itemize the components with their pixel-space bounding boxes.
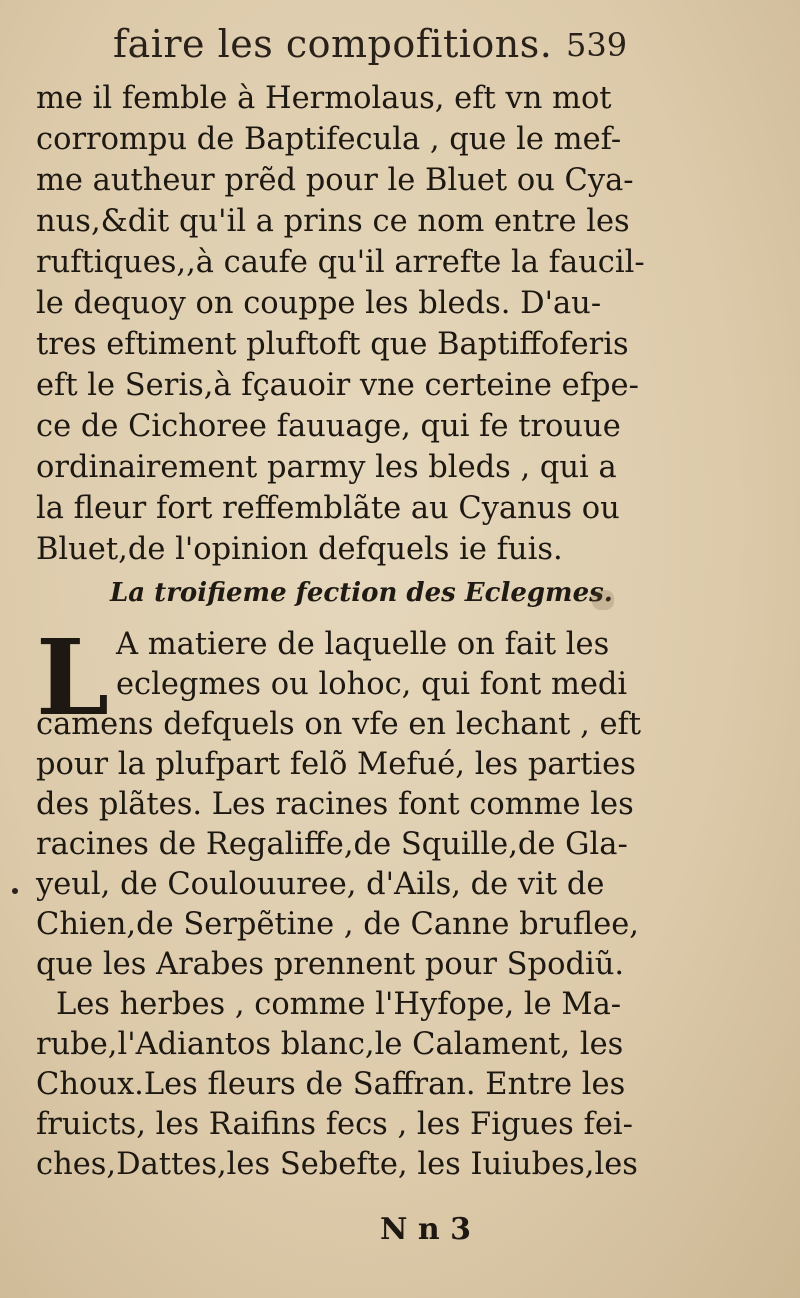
text-line: des plãtes. Les racines font comme les: [36, 787, 634, 822]
text-line: eft le Seris,à fçauoir vne certeine efpe-: [36, 368, 639, 403]
text-line: Chien,de Serpẽtine , de Canne bruflee,: [36, 907, 639, 942]
text-line: eclegmes ou lohoc, qui font medi: [116, 667, 628, 702]
drop-cap: L: [36, 616, 110, 739]
page-header: [0, 22, 800, 72]
page-number: 539: [566, 26, 628, 64]
text-line: nus,&dit qu'il a prins ce nom entre les: [36, 204, 630, 239]
text-line: rube,l'Adiantos blanc,le Calament, les: [36, 1027, 624, 1062]
text-line: Bluet,de l'opinion defquels ie fuis.: [36, 532, 563, 567]
text-line: tres eftiment pluftoft que Baptiffoferis: [36, 327, 629, 362]
running-title: faire les compofitions.: [113, 22, 553, 66]
text-line: yeul, de Coulouuree, d'Ails, de vit de: [36, 867, 605, 902]
text-line: racines de Regaliffe,de Squille,de Gla-: [36, 827, 628, 862]
text-line: pour la plufpart felõ Mefué, les parties: [36, 747, 636, 782]
paragraph-2: [36, 616, 656, 1185]
text-line: me autheur prẽd pour le Bluet ou Cya-: [36, 163, 634, 198]
text-line: corrompu de Baptifecula , que le mef-: [36, 122, 622, 157]
text-line: que les Arabes prennent pour Spodiũ.: [36, 947, 625, 982]
ink-stain: [592, 590, 614, 610]
text-line: fruicts, les Raifins fecs , les Figues fei-: [36, 1107, 633, 1142]
text-line: ordinairement parmy les bleds , qui a: [36, 450, 617, 485]
text-line: la fleur fort reffemblãte au Cyanus ou: [36, 491, 620, 526]
paragraph-1: [36, 78, 645, 570]
section-heading: La troifieme fection des Eclegmes.: [110, 578, 613, 608]
text-line: le dequoy on couppe les bleds. D'au-: [36, 286, 602, 321]
text-line: camens defquels on vfe en lechant , eft: [36, 707, 642, 742]
margin-mark: [12, 888, 18, 894]
signature-mark: N n 3: [380, 1212, 471, 1247]
text-line: Les herbes , comme l'Hyfope, le Ma-: [56, 987, 622, 1022]
text-line: ches,Dattes,les Sebefte, les Iuiubes,les: [36, 1147, 638, 1182]
text-line: ruftiques,,à caufe qu'il arrefte la faucil-: [36, 245, 645, 280]
text-line: me il femble à Hermolaus, eft vn mot: [36, 81, 612, 116]
text-line: A matiere de laquelle on fait les: [116, 627, 610, 662]
text-line: Choux.Les fleurs de Saffran. Entre les: [36, 1067, 626, 1102]
text-line: ce de Cichoree fauuage, qui fe trouue: [36, 409, 621, 444]
